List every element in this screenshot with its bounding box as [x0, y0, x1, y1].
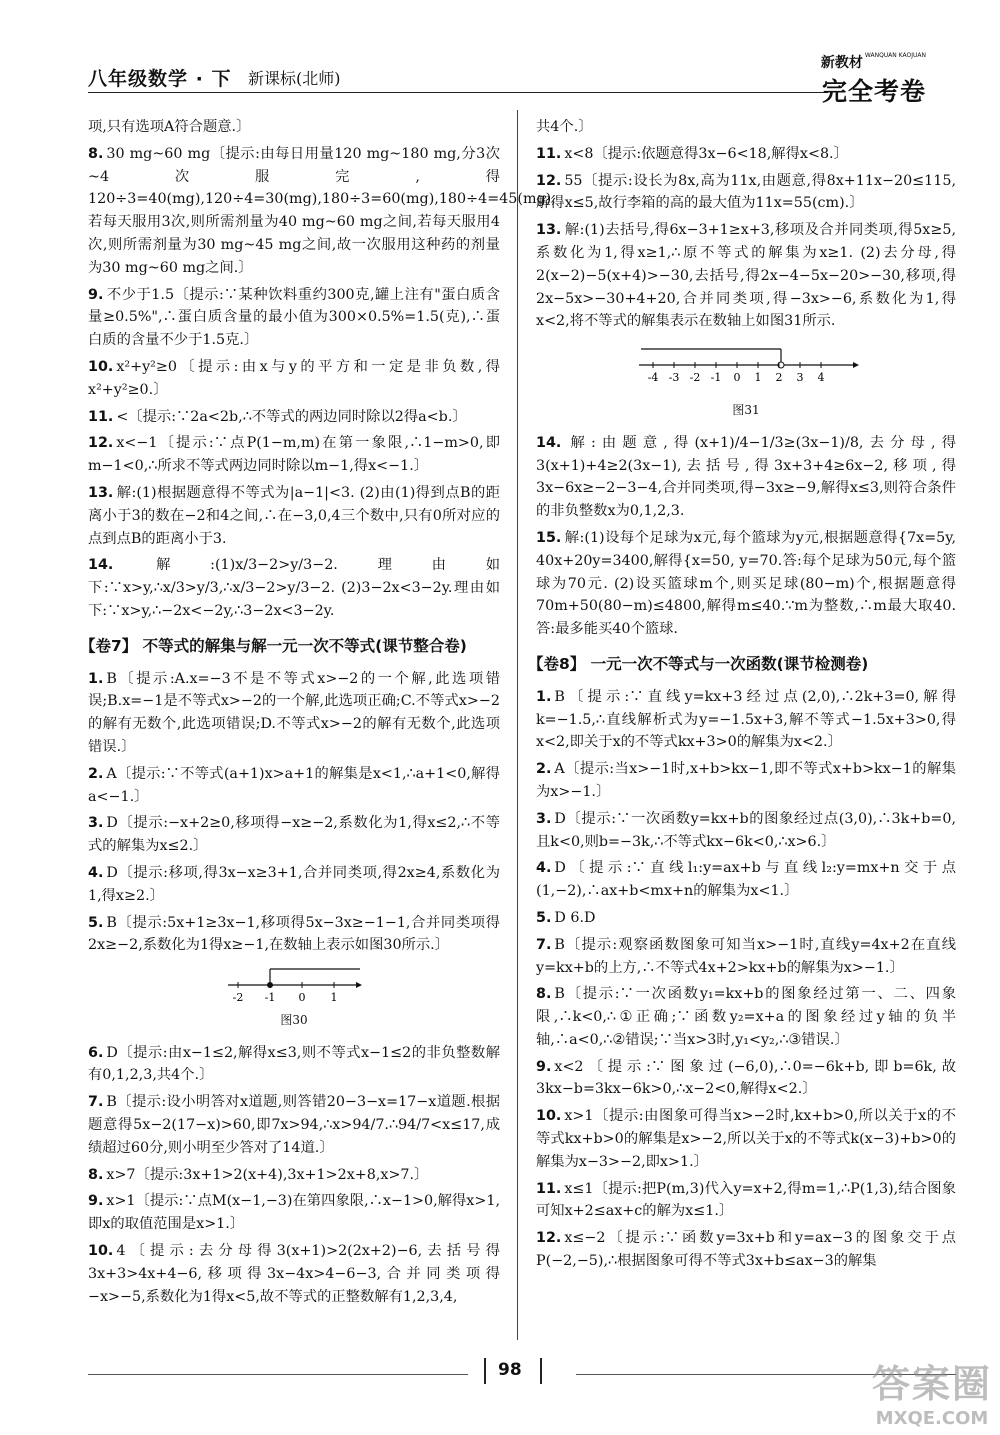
answer-number: 9.: [88, 286, 104, 303]
figure-30: [88, 963, 500, 1032]
brand-small: WANQUAN KAOJUAN: [864, 52, 926, 59]
tick-label: -1: [264, 991, 276, 1004]
answer-text: 4〔提示:去分母得3(x+1)>2(2x+2)−6,去括号得3x+3>4x+4−6,移项得3x−4x>4−6−3,合并同类项得−x>−5,系数化为1得x<5,故不等式的正整数解有1,2,3,4,: [88, 1243, 500, 1305]
answer-text: x≤1〔提示:把P(m,3)代入y=x+2,得m=1,∴P(1,3),结合图象可知x+2≤ax+c的解为x≤1.〕: [536, 1180, 956, 1220]
section-8-title: 【卷8】 一元一次不等式与一次函数(课节检测卷): [528, 654, 869, 673]
answer-item: [536, 170, 956, 216]
answer-text: x<2〔提示:∵图象过(−6,0),∴0=−6k+b,即b=6k,故3kx−b=3kx−6k>0,∴x−2<0,解得x<2.〕: [536, 1058, 956, 1098]
answer-number: 2.: [536, 761, 552, 778]
answer-text: B〔提示:∵一次函数y₁=kx+b的图象经过第一、二、四象限,∴k<0,∴①正确;∵函数y₂=x+a的图象经过y轴的负半轴,∴a<0,∴②错误;∵当x>3时,y₁<y₂,∴③错误.〕: [536, 986, 956, 1048]
left-column: [80, 116, 556, 1312]
tick-label: 4: [817, 371, 825, 384]
page-header: [88, 48, 968, 106]
footer-bar-right: [540, 1358, 542, 1384]
answer-text: 55〔提示:设长为8x,高为11x,由题意,得8x+11x−20≤115,解得x≤5,故行李箱的高的最大值为11x=55(cm).〕: [536, 172, 956, 212]
answer-text: D〔提示:−x+2≥0,移项得−x≥−2,系数化为1,得x≤2,∴不等式的解集为x≤2.〕: [88, 815, 500, 855]
answer-text: 30 mg~60 mg〔提示:由每日用量120 mg~180 mg,分3次~4次服完,得120÷3=40(mg),120÷4=30(mg),180÷3=60(mg),180÷4=45(mg),若每天服用3次,则所需剂量为40 mg~60 mg之间,若每天服用4次,则所需剂量为30 mg~45 mg之间,故一次服用这种药的剂量为30 mg~60 mg之间.〕: [88, 145, 556, 276]
answer-number: 10.: [88, 1243, 114, 1260]
figure-30-caption: 图30: [280, 1012, 308, 1027]
answer-item: [536, 758, 956, 804]
answer-item: [88, 284, 500, 352]
answer-text: B〔提示:设小明答对x道题,则答错20−3−x=17−x道题.根据题意得5x−2(17−x)>60,即7x>94,∴x>94/7.∴94/7<x≤17,成绩超过60分,则小明至少答对了14道.〕: [88, 1094, 500, 1156]
answer-item: [536, 1178, 956, 1224]
answer-text: <〔提示:∵2a<2b,∴不等式的两边同时除以2得a<b.〕: [116, 408, 467, 425]
answer-item: [88, 356, 500, 402]
answer-number: 5.: [536, 909, 552, 926]
answer-number: 12.: [536, 1230, 562, 1247]
footer-rule-left: [88, 1374, 468, 1375]
answer-item: [536, 143, 956, 166]
page-footer: [88, 1360, 956, 1390]
tick-label: -2: [232, 991, 244, 1004]
answer-number: 8.: [536, 986, 552, 1003]
answer-text: x<−1〔提示:∵点P(1−m,m)在第一象限,∴1−m>0,即m−1<0,∴所求不等式两边同时除以m−1,得x<−1.〕: [88, 435, 500, 475]
right-items-2: [536, 432, 956, 641]
answer-text: x<8〔提示:依题意得3x−6<18,解得x<8.〕: [564, 145, 848, 162]
figure-31-caption: 图31: [732, 402, 760, 417]
figure-31: [536, 339, 956, 391]
tick-label: 1: [330, 991, 338, 1004]
answer-number: 8.: [88, 1166, 104, 1183]
section-8-items: [536, 686, 956, 1273]
answer-text: x≤−2〔提示:∵函数y=3x+b和y=ax−3的图象交于点P(−2,−5),∴根据图象可得不等式3x+b≤ax−3的解集: [536, 1230, 956, 1270]
watermark-line1: 答案圈: [871, 1362, 992, 1406]
answer-number: 5.: [88, 914, 104, 931]
tick-label: -4: [647, 371, 659, 384]
answer-item: [536, 432, 956, 523]
answer-text: 项,只有选项A符合题意.〕: [88, 119, 251, 135]
answer-item: [536, 219, 956, 333]
answer-item: [88, 432, 500, 478]
answer-item: [88, 1240, 500, 1308]
answer-number: 3.: [536, 810, 552, 827]
answer-number: 12.: [536, 172, 562, 189]
answer-number: 15.: [536, 529, 562, 546]
answer-number: 7.: [88, 1094, 104, 1111]
watermark: [872, 1353, 992, 1429]
answer-number: 14.: [88, 557, 114, 574]
answer-number: 6.: [88, 1044, 104, 1061]
tick-label: -1: [710, 371, 722, 384]
answer-item: [536, 934, 956, 980]
answer-number: 1.: [536, 688, 552, 705]
tick-label: -3: [668, 371, 680, 384]
answer-item: [536, 527, 956, 641]
answer-text: x²+y²≥0〔提示:由x与y的平方和一定是非负数,得x²+y²≥0.〕: [88, 358, 500, 398]
answer-text: 共4个.〕: [536, 119, 593, 135]
answer-number: 9.: [536, 1058, 552, 1075]
right-column: [528, 116, 956, 1277]
answer-text: B〔提示:∵直线y=kx+3经过点(2,0),∴2k+3=0,解得k=−1.5,∴直线解析式为y=−1.5x+3,解不等式−1.5x+3>0,得x<2,即关于x的不等式kx+3>0的解集为x<2.〕: [536, 688, 956, 751]
answer-text: A〔提示:当x>−1时,x+b>kx−1,即不等式x+b>kx−1的解集为x>−1.〕: [536, 761, 956, 800]
answer-text: D〔提示:∵直线l₁:y=ax+b与直线l₂:y=mx+n交于点(1,−2),∴ax+b<mx+n的解集为x<1.〕: [536, 860, 956, 900]
answer-item: [88, 554, 500, 622]
answer-number: 13.: [88, 484, 114, 501]
answer-number: 14.: [536, 434, 562, 451]
book-edition: 新课标(北师): [248, 69, 341, 88]
brand-main: 完全考卷: [821, 77, 926, 106]
tick-label: -2: [689, 371, 701, 384]
tick-label: 1: [754, 371, 762, 384]
page-number: 98: [498, 1360, 522, 1380]
answer-text: x>1〔提示:由图象可得当x>−2时,kx+b>0,所以关于x的不等式kx+b>0的解集是x>−2,所以关于x的不等式k(x−3)+b>0的解集为x−3>−2,即x>1.〕: [536, 1108, 956, 1170]
answer-number: 1.: [88, 670, 104, 687]
answer-text: D〔提示:由x−1≤2,解得x≤3,则不等式x−1≤2的非负整数解有0,1,2,3,共4个.〕: [88, 1044, 500, 1084]
footer-bar-left: [484, 1358, 486, 1384]
number-line-31: [631, 339, 861, 383]
answer-item: [88, 763, 500, 809]
left-items: [88, 116, 556, 623]
answer-item: [88, 668, 500, 759]
answer-item: [536, 983, 956, 1051]
answer-item: [536, 1056, 956, 1102]
answer-number: 8.: [88, 145, 104, 162]
answer-item: [88, 482, 500, 550]
answer-item: [536, 686, 956, 754]
header-rule: [88, 92, 828, 93]
answer-item: [536, 808, 956, 854]
answer-text: B〔提示:观察函数图象可知当x>−1时,直线y=4x+2在直线y=kx+b的上方,∴不等式4x+2>kx+b的解集为x>−1.〕: [536, 936, 956, 976]
answer-item: [536, 1227, 956, 1273]
answer-number: 7.: [536, 936, 552, 953]
answer-text: D〔提示:∵一次函数y=kx+b的图象经过点(3,0),∴3k+b=0,且k<0,则b=−3k,∴不等式kx−6k<0,∴x>6.〕: [536, 810, 956, 850]
right-items: [536, 116, 956, 333]
answer-text: 解:(1)x/3−2>y/3−2.理由如下:∵x>y,∴x/3>y/3,∴x/3−2>y/3−2. (2)3−2x<3−2y.理由如下:∵x>y,∴−2x<−2y,∴3−2x<3−2y.: [88, 557, 500, 619]
answer-text: 解:(1)设每个足球为x元,每个篮球为y元,根据题意得{7x=5y, 40x+20y=3400,解得{x=50, y=70.答:每个足球为50元,每个篮球为70元. (2)设买篮球m个,则买足球(80−m)个,根据题意得70m+50(80−m)≤4800,解得m≤40.∵m为整数,∴m最大取40.答:最多能买40个篮球.: [536, 529, 956, 638]
tick-label: 0: [733, 371, 741, 384]
answer-item: [88, 116, 500, 139]
answer-item: [536, 116, 956, 139]
answer-text: x>1〔提示:∵点M(x−1,−3)在第四象限,∴x−1>0,解得x>1,即x的取值范围是x>1.〕: [88, 1193, 500, 1233]
answer-text: 不少于1.5〔提示:∵某种饮料重约300克,罐上注有"蛋白质含量≥0.5%",∴蛋白质含量的最小值为300×0.5%=1.5(克),∴蛋白质的含量不少于1.5克.〕: [88, 286, 500, 349]
answer-number: 4.: [536, 860, 552, 877]
answer-text: 解:由题意,得(x+1)/4−1/3≥(3x−1)/8,去分母,得3(x+1)+4≥2(3x−1),去括号,得3x+3+4≥6x−2,移项,得3x−6x≥−2−3−4,合并同类项,得−3x≥−9,解得x≤3,则符合条件的非负整数x为0,1,2,3.: [536, 434, 956, 520]
section-7-items: [88, 668, 500, 1309]
answer-item: [88, 1091, 500, 1159]
section-7-title: 【卷7】 不等式的解集与解一元一次不等式(课节整合卷): [80, 636, 467, 655]
answer-number: 11.: [536, 145, 562, 162]
answer-text: A〔提示:∵不等式(a+1)x>a+1的解集是x<1,∴a+1<0,解得a<−1.〕: [88, 765, 500, 805]
answer-text: D〔提示:移项,得3x−x≥3+1,合并同类项,得2x≥4,系数化为1,得x≥2.〕: [88, 864, 500, 904]
answer-item: [88, 1042, 500, 1088]
answer-item: [88, 1164, 500, 1187]
tick-label: 3: [796, 371, 804, 384]
answer-item: [536, 1105, 956, 1173]
answer-text: 解:(1)去括号,得6x−3+1≥x+3,移项及合并同类项,得5x≥5,系数化为1,得x≥1,∴原不等式的解集为x≥1. (2)去分母,得2(x−2)−5(x+4)>−30,去括号,得2x−4−5x−20>−30,移项,得2x−5x>−30+4+20,合并同类项,得−3x>−6,系数化为1,得x<2,将不等式的解集表示在数轴上如图31所示.: [536, 222, 956, 330]
answer-text: B〔提示:A.x=−3不是不等式x>−2的一个解,此选项错误;B.x=−1是不等式x>−2的一个解,此选项正确;C.不等式x>−2的解有无数个,此选项错误;D.不等式x>−2的解有无数个,此选项错误.〕: [88, 670, 500, 755]
answer-item: [88, 862, 500, 908]
watermark-line2: MXQE.COM: [875, 1408, 989, 1429]
answer-item: [536, 907, 956, 930]
number-line-30: [224, 963, 364, 1003]
tick-label: 2: [775, 371, 783, 384]
answer-number: 9.: [88, 1193, 104, 1210]
answer-item: [88, 912, 500, 958]
answer-number: 11.: [536, 1180, 562, 1197]
tick-label: 0: [298, 991, 306, 1004]
answer-number: 3.: [88, 815, 104, 832]
brand-logo: [821, 52, 926, 108]
answer-text: D 6.D: [554, 909, 596, 926]
answer-number: 2.: [88, 765, 104, 782]
answer-item: [88, 406, 500, 429]
answer-text: B〔提示:5x+1≥3x−1,移项得5x−3x≥−1−1,合并同类项得2x≥−2,系数化为1得x≥−1,在数轴上表示如图30所示.〕: [88, 914, 500, 954]
column-divider: [517, 110, 518, 1340]
answer-number: 12.: [88, 435, 114, 452]
brand-top: 新教材: [820, 55, 863, 71]
answer-item: [88, 1190, 500, 1236]
book-title: 八年级数学 · 下: [88, 68, 232, 90]
answer-number: 4.: [88, 864, 104, 881]
answer-item: [88, 812, 500, 858]
answer-number: 10.: [88, 358, 114, 375]
answer-number: 11.: [88, 408, 114, 425]
answer-number: 10.: [536, 1108, 562, 1125]
answer-text: 解:(1)根据题意得不等式为|a−1|<3. (2)由(1)得到点B的距离小于3的数在−2和4之间,∴在−3,0,4三个数中,只有0所对应的点到点B的距离小于3.: [88, 484, 500, 547]
answer-number: 13.: [536, 222, 562, 239]
answer-item: [536, 857, 956, 903]
answer-text: x>7〔提示:3x+1>2(x+4),3x+1>2x+8,x>7.〕: [106, 1166, 429, 1183]
